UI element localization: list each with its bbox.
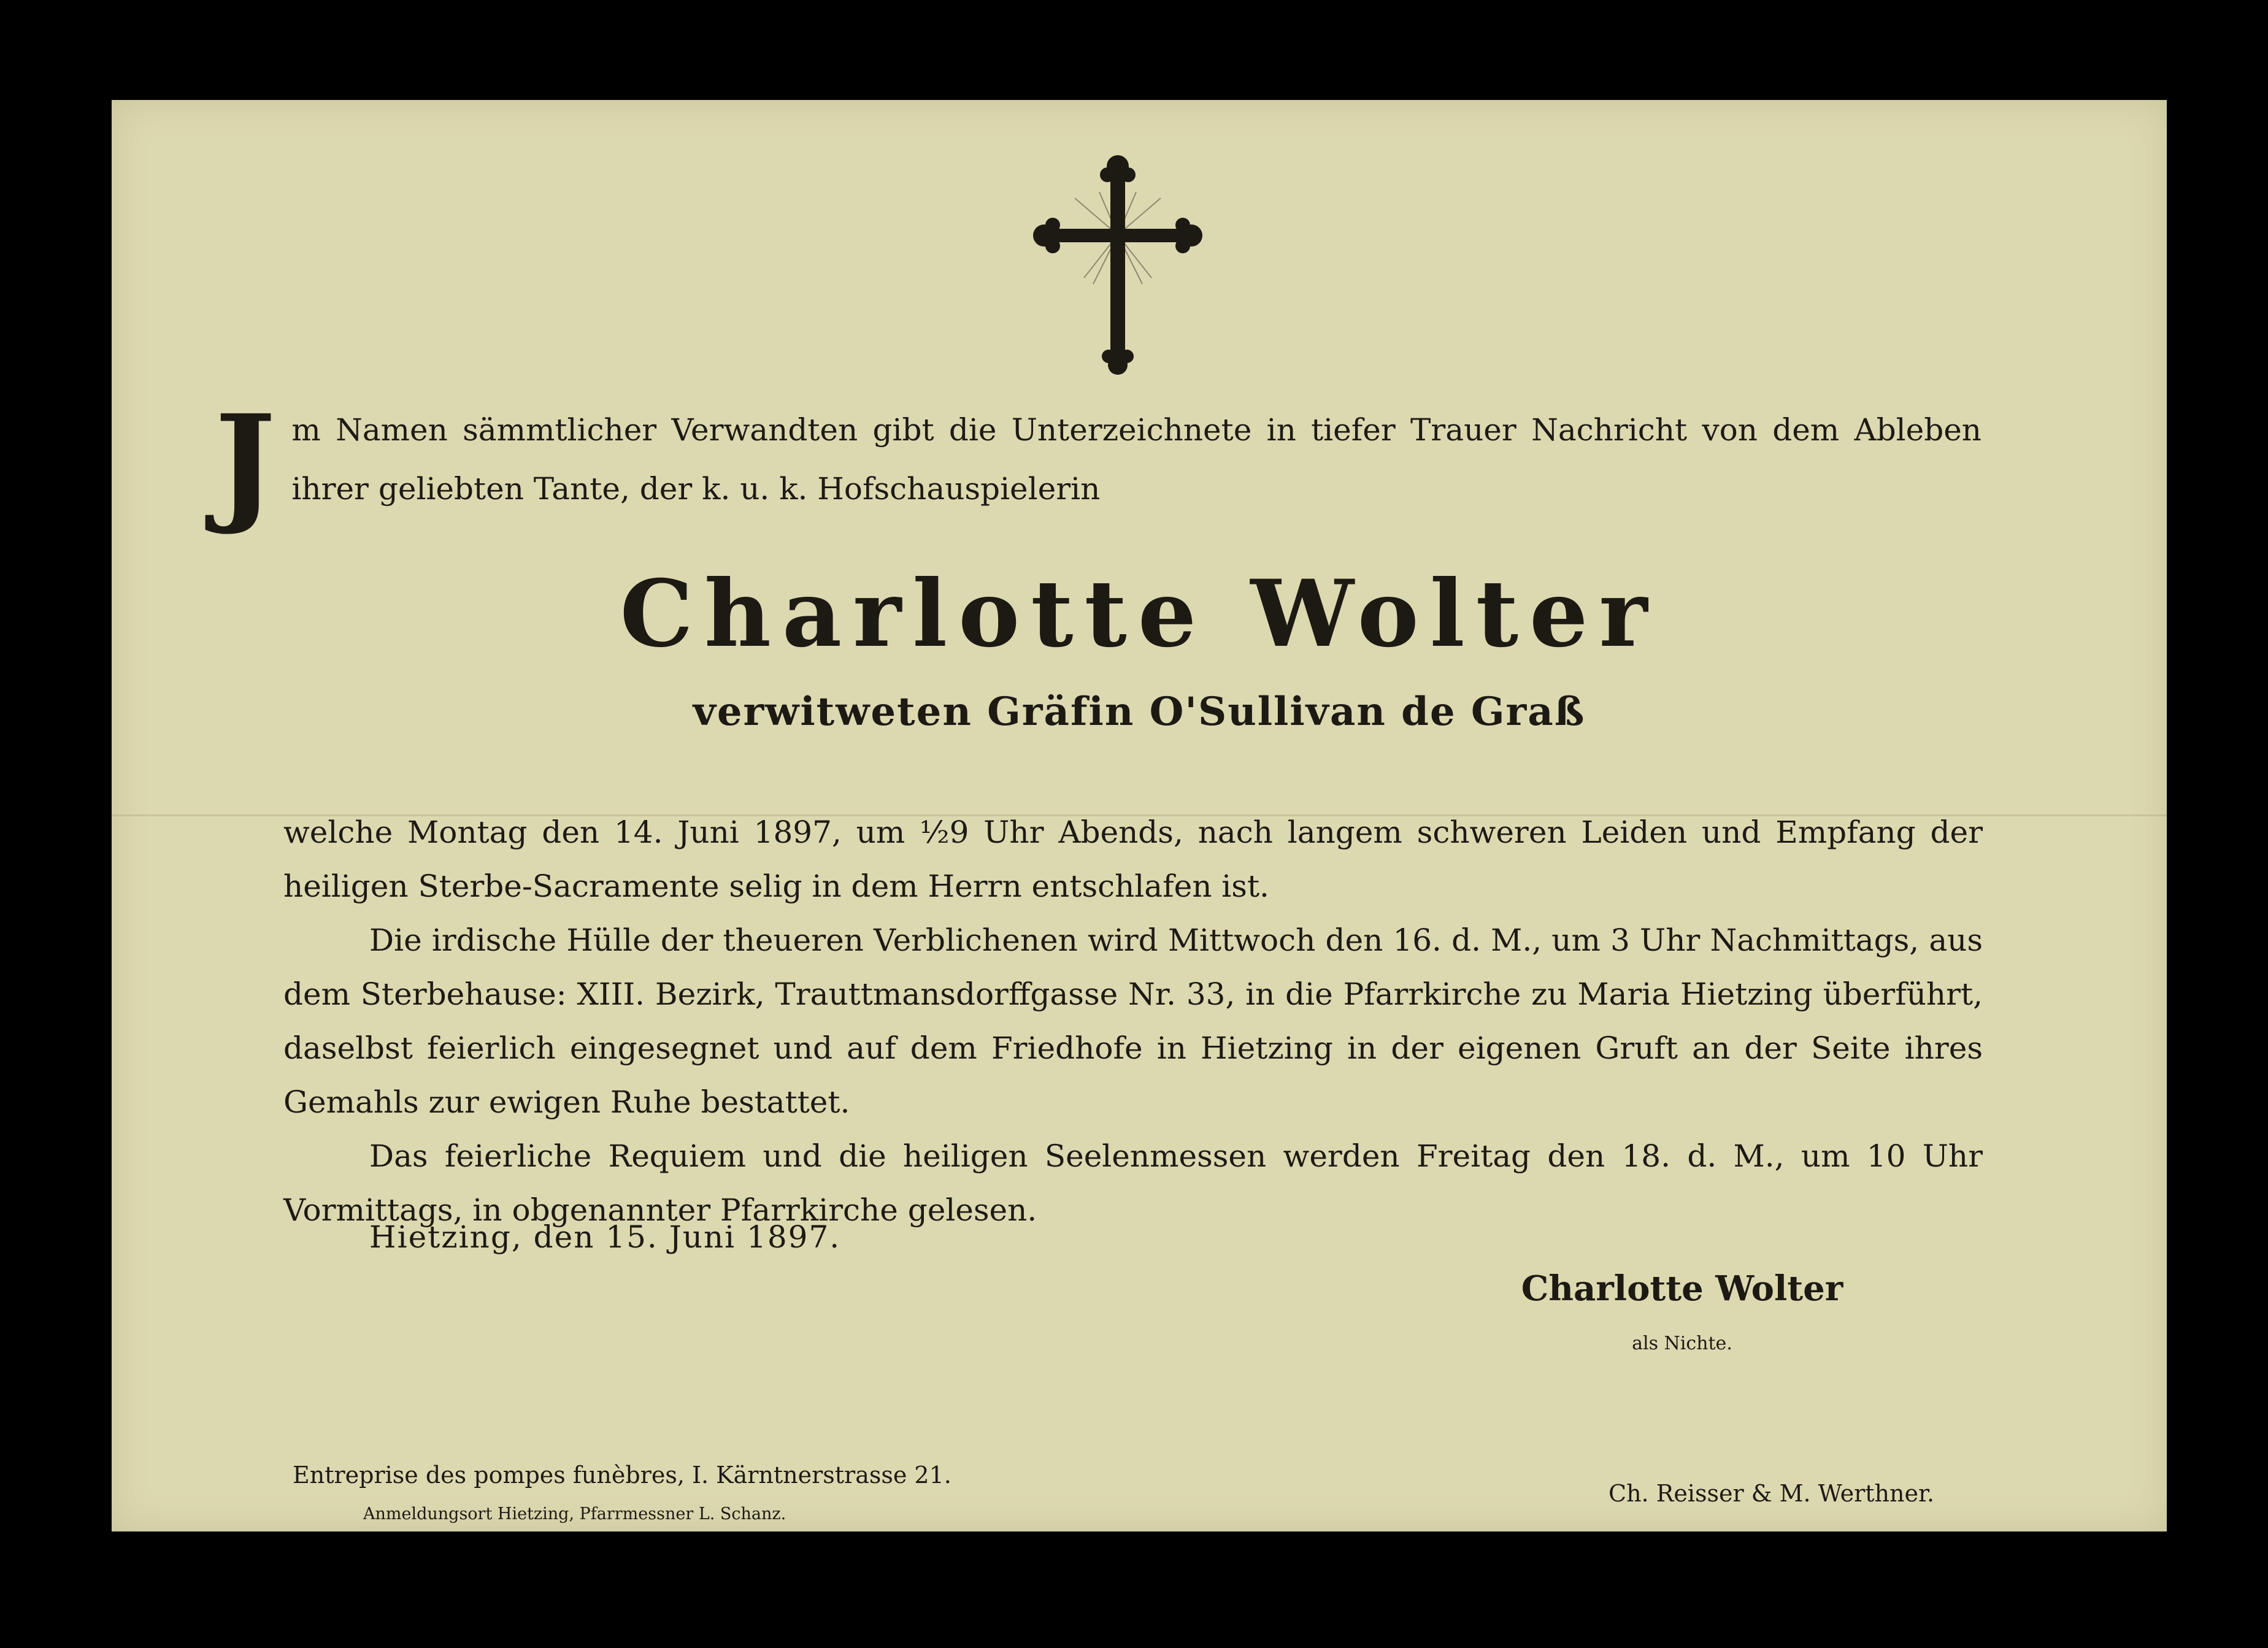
notice-body <box>283 805 1983 1237</box>
drop-cap: J <box>215 386 276 538</box>
signature-role: als Nichte. <box>1632 1333 1732 1354</box>
deceased-name: Charlotte Wolter <box>620 560 1659 668</box>
place-date: Hietzing, den 15. Juni 1897. <box>369 1219 841 1255</box>
funeral-paragraph: Die irdische Hülle der theueren Verblichenen wird Mittwoch den 16. d. M., um 3 Uhr Nachmittags, aus dem Sterbehause: XIII. Bezirk, Trauttmansdorffgasse Nr. 33, in die Pfarrkirche zu Maria Hietzing überführt, daselbst feierlich eingesegnet und auf dem Friedhofe in Hietzing in der eigenen Gruft an der Seite ihres Gemahls zur ewigen Ruhe bestattet. <box>283 922 1983 1120</box>
cross-icon <box>1026 143 1210 376</box>
intro-paragraph <box>215 386 1982 538</box>
footer-undertaker: Entreprise des pompes funèbres, I. Kärntnerstrasse 21. <box>293 1462 951 1489</box>
footer-printer: Ch. Reisser & M. Werthner. <box>1609 1480 1935 1507</box>
death-paragraph: welche Montag den 14. Juni 1897, um ½9 Uhr Abends, nach langem schweren Leiden und Empfang der heiligen Sterbe-Sacramente selig in dem Herrn entschlafen ist. <box>283 814 1983 904</box>
deceased-title: verwitweten Gräfin O'Sullivan de Graß <box>693 689 1586 735</box>
intro-text: m Namen sämmtlicher Verwandten gibt die Unterzeichnete in tiefer Trauer Nachricht von dem Ableben ihrer geliebten Tante, der k. u. k. Hofschauspielerin <box>291 412 1982 507</box>
footer-registration: Anmeldungsort Hietzing, Pfarrmessner L. Schanz. <box>363 1504 786 1523</box>
requiem-paragraph: Das feierliche Requiem und die heiligen Seelenmessen werden Freitag den 18. d. M., um 10 Uhr Vormittags, in obgenannter Pfarrkirche gelesen. <box>283 1138 1983 1228</box>
death-notice-card <box>112 100 2167 1531</box>
signature: Charlotte Wolter <box>1521 1268 1843 1309</box>
